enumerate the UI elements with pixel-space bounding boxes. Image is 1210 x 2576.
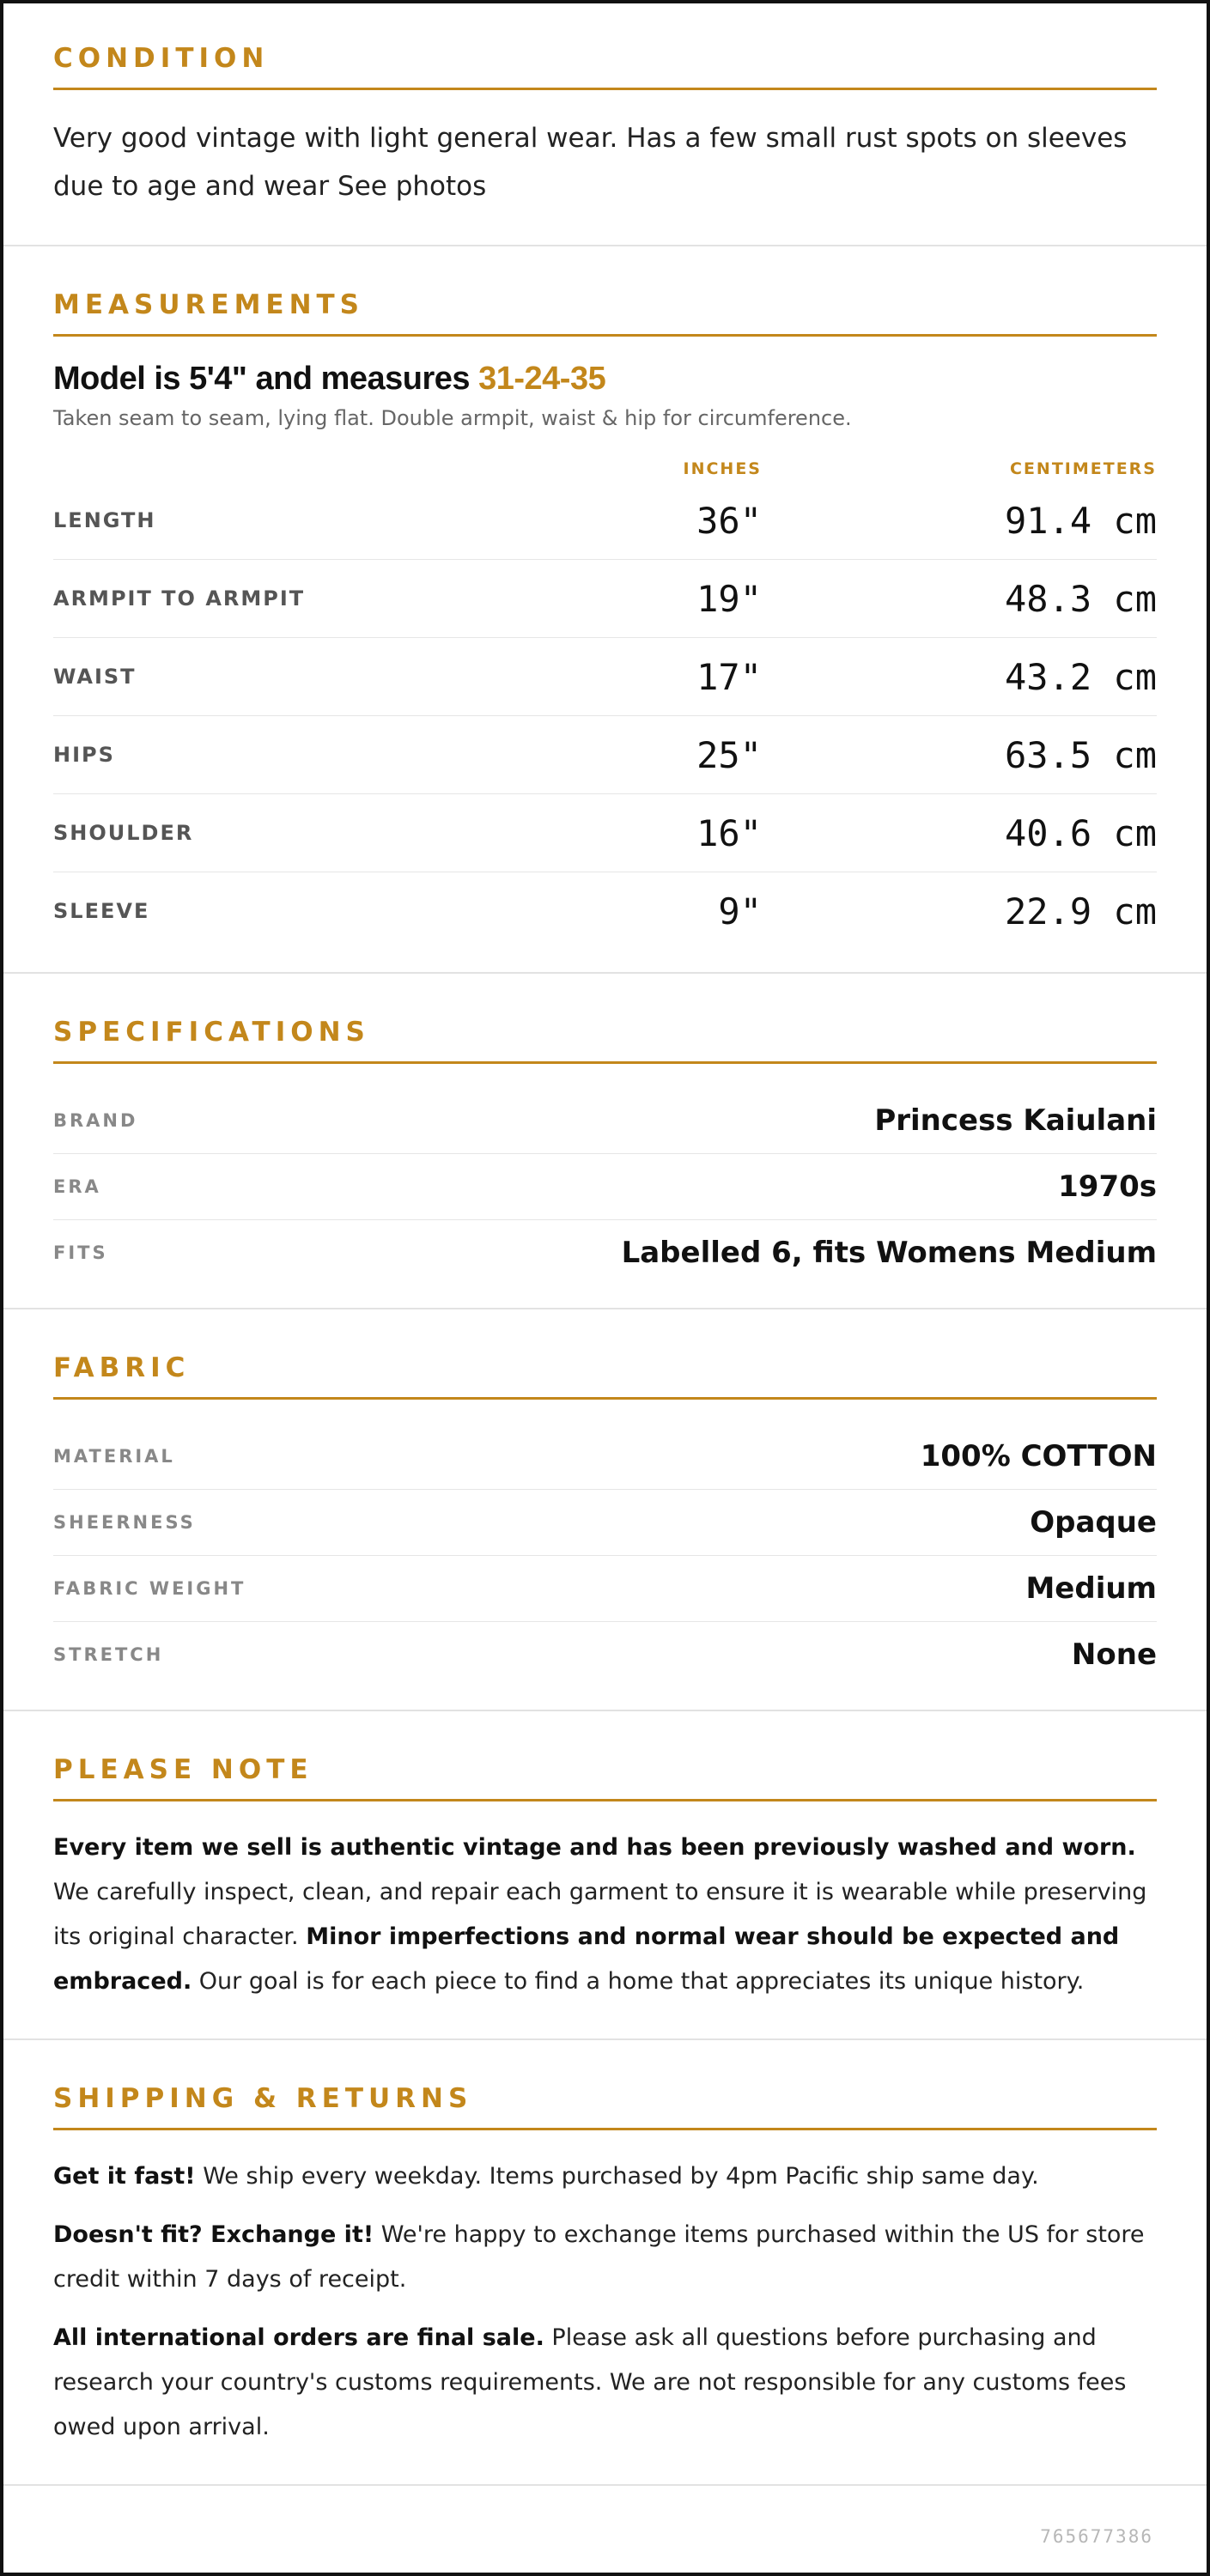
condition-text: Very good vintage with light general wear. Has a few small rust spots on sleeves due to age and wear See photos bbox=[53, 123, 1128, 202]
measurement-note: Taken seam to seam, lying flat. Double armpit, waist & hip for circumference. bbox=[53, 406, 852, 430]
measurements-heading: MEASUREMENTS bbox=[53, 288, 1157, 337]
measurement-label: WAIST bbox=[53, 665, 137, 689]
shipping-paragraph bbox=[53, 2154, 1157, 2199]
spec-label: ERA bbox=[53, 1176, 101, 1197]
column-centimeters: CENTIMETERS bbox=[1010, 459, 1157, 478]
fabric-label: SHEERNESS bbox=[53, 1512, 196, 1533]
exchange-text: We're happy to exchange items purchased within the US for store credit within 7 days of receipt. bbox=[53, 2221, 1145, 2293]
spec-label: FITS bbox=[53, 1242, 108, 1263]
fabric-value: 100% COTTON bbox=[920, 1439, 1157, 1473]
model-measures: 31-24-35 bbox=[478, 361, 606, 397]
measurements-section bbox=[3, 246, 1207, 974]
measurement-inches: 36" bbox=[696, 499, 762, 542]
measurement-label: LENGTH bbox=[53, 508, 156, 532]
fabric-label: FABRIC WEIGHT bbox=[53, 1578, 246, 1599]
please-note-heading: PLEASE NOTE bbox=[53, 1753, 1157, 1801]
international-paragraph bbox=[53, 2316, 1157, 2450]
fabric-section bbox=[3, 1309, 1207, 1711]
please-note-section bbox=[3, 1711, 1207, 2040]
measurement-row bbox=[53, 638, 1157, 716]
spec-value: 1970s bbox=[1058, 1170, 1157, 1204]
fabric-row bbox=[53, 1622, 1157, 1687]
spec-value: Labelled 6, fits Womens Medium bbox=[621, 1236, 1157, 1270]
measurement-cm: 48.3 cm bbox=[1004, 577, 1157, 620]
fabric-value: Opaque bbox=[1030, 1505, 1157, 1540]
spec-row bbox=[53, 1088, 1157, 1154]
fabric-label: STRETCH bbox=[53, 1644, 164, 1665]
note-text-2: Our goal is for each piece to find a home that appreciates its unique history. bbox=[192, 1968, 1085, 1995]
measurement-row bbox=[53, 560, 1157, 638]
international-text: Please ask all questions before purchasing and research your country's customs requirements. We are not responsible for any customs fees owed upon arrival. bbox=[53, 2324, 1127, 2440]
shipping-bold: Get it fast! bbox=[53, 2163, 196, 2190]
model-info-prefix: Model is 5'4" and measures bbox=[53, 361, 479, 397]
shipping-section bbox=[3, 2040, 1207, 2486]
please-note-text bbox=[53, 1826, 1157, 2004]
measurement-column-headers bbox=[53, 456, 1157, 482]
measurement-inches: 25" bbox=[696, 733, 762, 776]
note-text-1: We carefully inspect, clean, and repair each garment to ensure it is wearable while preserving its original character. bbox=[53, 1879, 1147, 1950]
spec-value: Princess Kaiulani bbox=[874, 1103, 1157, 1138]
note-bold-1: Every item we sell is authentic vintage and has been previously washed and worn. bbox=[53, 1834, 1136, 1861]
fabric-row bbox=[53, 1490, 1157, 1556]
measurement-row bbox=[53, 716, 1157, 794]
fabric-row bbox=[53, 1424, 1157, 1490]
fabric-value: None bbox=[1071, 1637, 1157, 1672]
measurement-inches: 17" bbox=[696, 655, 762, 698]
measurement-cm: 63.5 cm bbox=[1004, 733, 1157, 776]
condition-section bbox=[3, 3, 1207, 246]
measurement-cm: 40.6 cm bbox=[1004, 811, 1157, 854]
specifications-heading: SPECIFICATIONS bbox=[53, 1015, 1157, 1064]
shipping-heading: SHIPPING & RETURNS bbox=[53, 2081, 1157, 2130]
shipping-text: We ship every weekday. Items purchased by 4pm Pacific ship same day. bbox=[195, 2163, 1039, 2190]
measurement-label: ARMPIT TO ARMPIT bbox=[53, 586, 306, 611]
fabric-row bbox=[53, 1556, 1157, 1622]
spec-row bbox=[53, 1154, 1157, 1220]
specifications-section bbox=[3, 974, 1207, 1309]
measurement-label: HIPS bbox=[53, 743, 115, 767]
fabric-heading: FABRIC bbox=[53, 1351, 1157, 1400]
measurement-label: SHOULDER bbox=[53, 821, 194, 845]
column-inches: INCHES bbox=[683, 459, 762, 478]
international-bold: All international orders are final sale. bbox=[53, 2324, 544, 2351]
fabric-label: MATERIAL bbox=[53, 1446, 175, 1467]
model-info bbox=[53, 361, 1157, 398]
measurement-inches: 16" bbox=[696, 811, 762, 854]
measurement-cm: 22.9 cm bbox=[1004, 890, 1157, 933]
item-id: 765677386 bbox=[1040, 2526, 1153, 2547]
spec-row bbox=[53, 1220, 1157, 1285]
measurement-row bbox=[53, 482, 1157, 560]
measurement-row bbox=[53, 872, 1157, 950]
exchange-paragraph bbox=[53, 2213, 1157, 2302]
note-bold-2: Minor imperfections and normal wear should be expected and embraced. bbox=[53, 1923, 1120, 1995]
measurement-inches: 19" bbox=[696, 577, 762, 620]
measurement-label: SLEEVE bbox=[53, 899, 150, 923]
fabric-value: Medium bbox=[1025, 1571, 1157, 1606]
spec-label: BRAND bbox=[53, 1110, 138, 1131]
exchange-bold: Doesn't fit? Exchange it! bbox=[53, 2221, 374, 2248]
condition-heading: CONDITION bbox=[53, 41, 1157, 90]
measurement-row bbox=[53, 794, 1157, 872]
measurement-inches: 9" bbox=[718, 890, 762, 933]
measurement-cm: 43.2 cm bbox=[1004, 655, 1157, 698]
measurement-table bbox=[53, 482, 1157, 950]
measurement-cm: 91.4 cm bbox=[1004, 499, 1157, 542]
